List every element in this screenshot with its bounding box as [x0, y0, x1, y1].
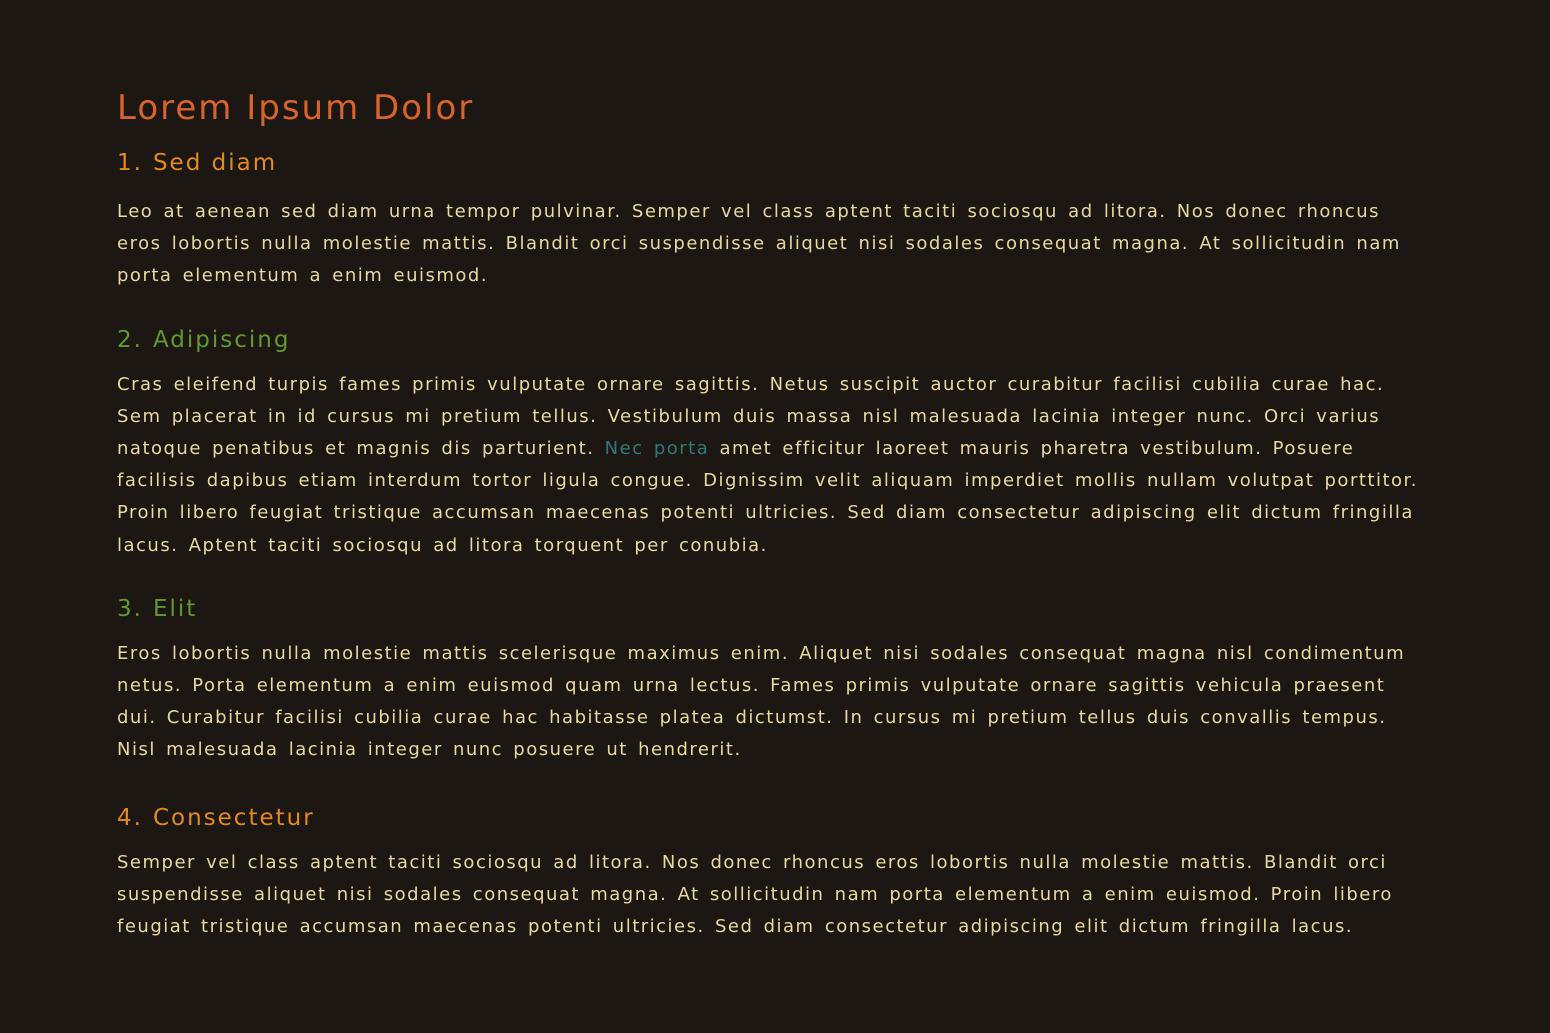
section-paragraph: [117, 369, 1427, 562]
section-paragraph: Eros lobortis nulla molestie mattis scelerisque maximus enim. Aliquet nisi sodales consequat magna nisl condimentum netus. Porta elementum a enim euismod quam urna lectus. Fames primis vulputate ornare sagittis vehicula praesent dui. Curabitur facilisi cubilia curae hac habitasse platea dictumst. In cursus mi pretium tellus duis convallis tempus. Nisl malesuada lacinia integer nunc posuere ut hendrerit.: [117, 642, 1406, 761]
section-number: 2.: [117, 326, 143, 353]
inline-link[interactable]: Nec porta: [604, 438, 710, 460]
section-number: 1.: [117, 150, 143, 176]
document-page: [117, 84, 1427, 943]
section-number: 4.: [117, 804, 143, 831]
section-paragraph: Leo at aenean sed diam urna tempor pulvinar. Semper vel class aptent taciti sociosqu ad litora. Nos donec rhoncus eros lobortis nulla molestie mattis. Blandit orci suspendisse aliquet nisi sodales consequat magna. At sollicitudin nam porta elementum a enim euismod.: [117, 201, 1401, 287]
section-number: 3.: [117, 595, 143, 622]
section-2: [117, 323, 1427, 562]
section-1: [117, 146, 1427, 293]
section-heading: [117, 146, 1427, 180]
paragraph-text: amet efficitur laoreet mauris pharetra vestibulum. Posuere facilisis dapibus etiam interdum tortor ligula congue. Dignissim velit aliquam imperdiet mollis nullam volutpat porttitor. Proin libero feugiat tristique accumsan maecenas potenti ultricies. Sed diam consectetur adipiscing elit dictum fringilla lacus. Aptent taciti sociosqu ad litora torquent per conubia.: [117, 438, 1419, 556]
section-heading: [117, 801, 1427, 835]
section-3: [117, 592, 1427, 767]
section-paragraph: Semper vel class aptent taciti sociosqu ad litora. Nos donec rhoncus eros lobortis nulla molestie mattis. Blandit orci suspendisse aliquet nisi sodales consequat magna. At sollicitudin nam porta elementum a enim euismod. Proin libero feugiat tristique accumsan maecenas potenti ultricies. Sed diam consectetur adipiscing elit dictum fringilla lacus.: [117, 851, 1393, 938]
section-heading: [117, 592, 1427, 626]
section-heading-text: Elit: [152, 595, 198, 622]
section-heading: [117, 323, 1427, 357]
section-heading-text: Sed diam: [152, 150, 278, 176]
section-heading-text: Consectetur: [152, 804, 315, 831]
paragraph-text: Cras eleifend turpis fames primis vulputate ornare sagittis. Netus suscipit auctor curabitur facilisi cubilia curae hac. Sem placerat in id cursus mi pretium tellus. Vestibulum duis massa nisl malesuada lacinia integer nunc. Orci varius natoque penatibus et magnis dis parturient.: [117, 373, 1385, 460]
section-4: [117, 801, 1427, 944]
section-heading-text: Adipiscing: [152, 326, 291, 353]
page-title: Lorem Ipsum Dolor: [117, 88, 475, 128]
